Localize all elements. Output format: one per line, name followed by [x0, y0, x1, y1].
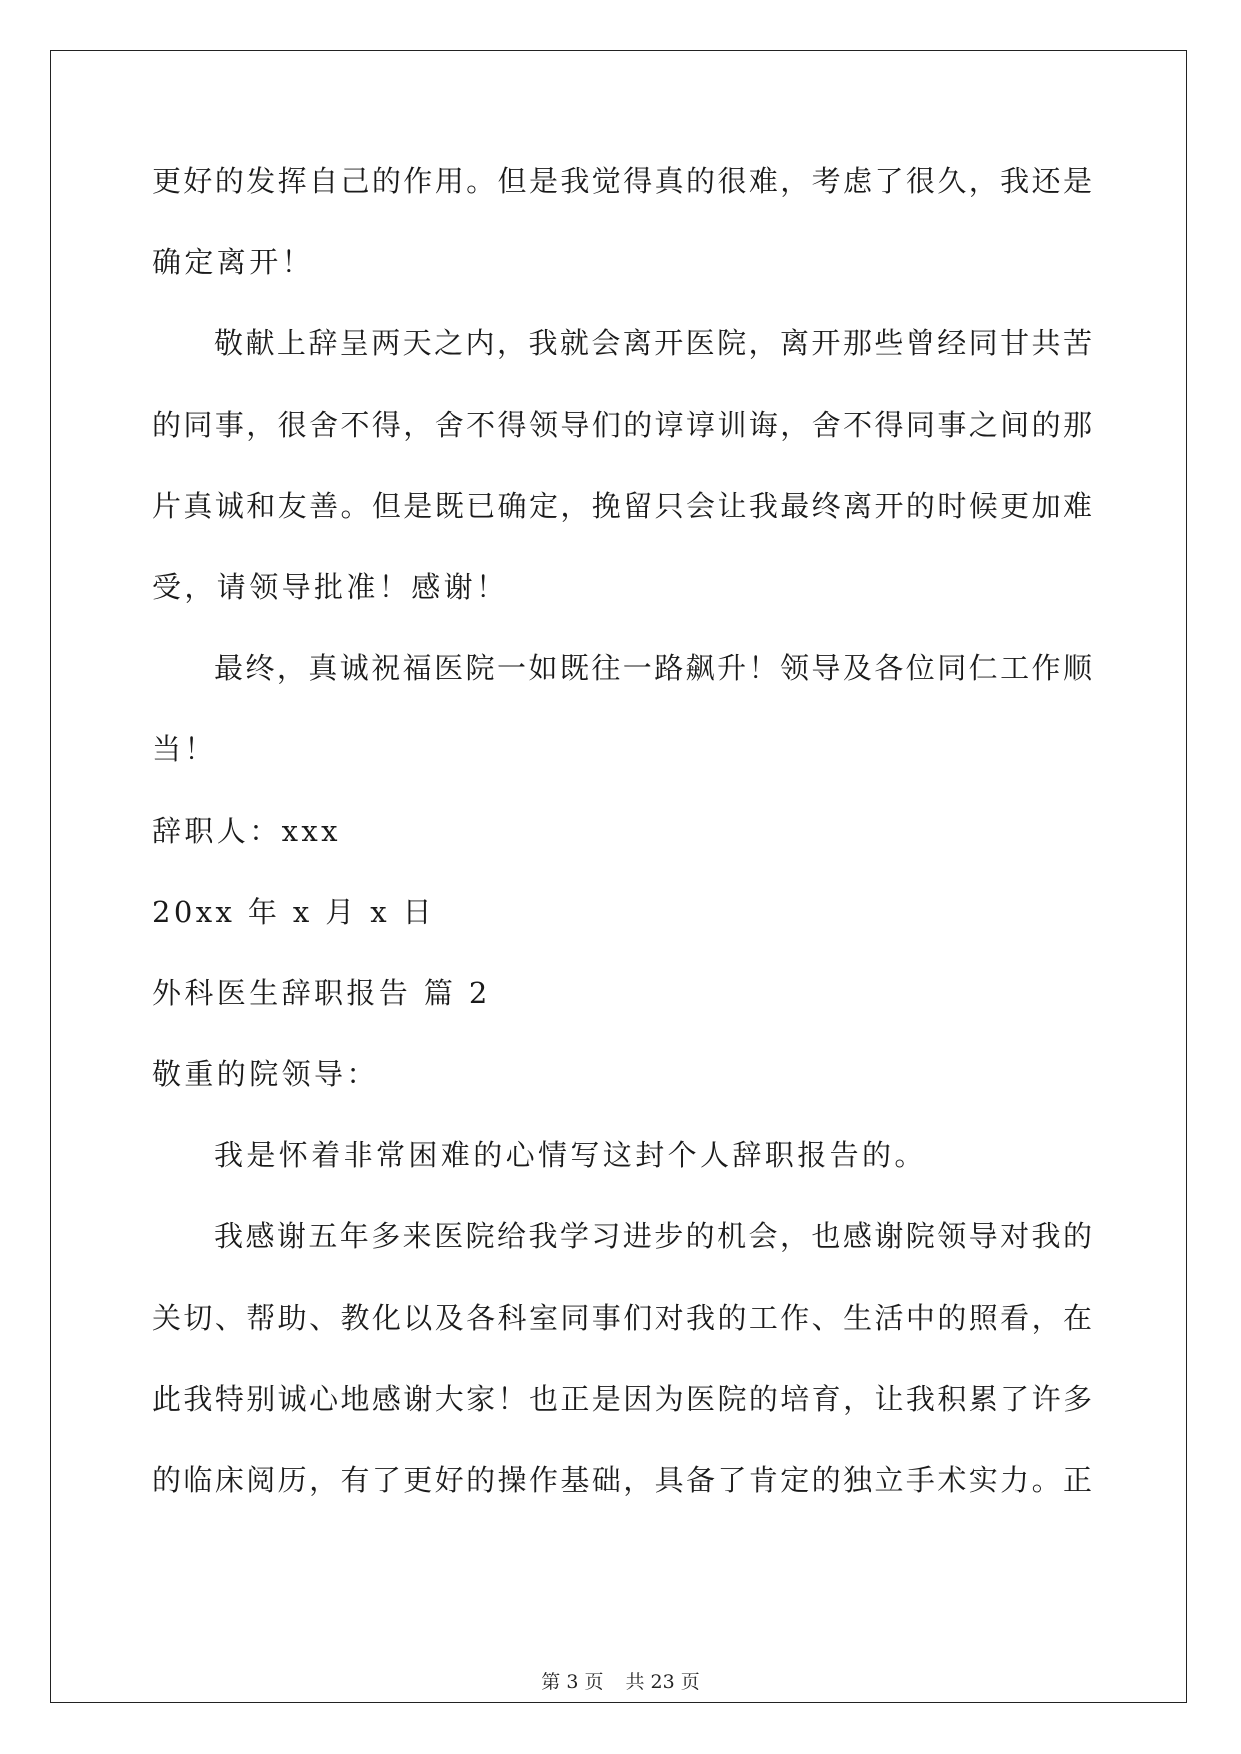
section-heading: 外科医生辞职报告 篇 2 — [152, 975, 491, 1010]
paragraph-line: 更好的发挥自己的作用。但是我觉得真的很难，考虑了很久，我还是 — [152, 164, 1092, 198]
paragraph-line: 我感谢五年多来医院给我学习进步的机会，也感谢院领导对我的 — [214, 1219, 1092, 1254]
paragraph-line: 敬献上辞呈两天之内，我就会离开医院，离开那些曾经同甘共苦 — [214, 326, 1092, 361]
paragraph-line: 片真诚和友善。但是既已确定，挽留只会让我最终离开的时候更加难 — [152, 488, 1092, 523]
date-line: 20xx 年 x 月 x 日 — [152, 894, 436, 929]
page-footer — [0, 1667, 1241, 1694]
paragraph-line: 此我特别诚心地感谢大家！也正是因为医院的培育，让我积累了许多 — [152, 1381, 1092, 1416]
paragraph-line: 的同事，很舍不得，舍不得领导们的谆谆训诲，舍不得同事之间的那 — [152, 407, 1092, 442]
paragraph-line: 受，请领导批准！感谢！ — [152, 569, 509, 604]
paragraph-line: 确定离开！ — [152, 245, 315, 280]
paragraph-line: 最终，真诚祝福医院一如既往一路飙升！领导及各位同仁工作顺 — [214, 651, 1092, 686]
page-number: 第 3 页 — [541, 1671, 604, 1693]
paragraph-line: 我是怀着非常困难的心情写这封个人辞职报告的。 — [214, 1138, 927, 1173]
paragraph-line: 当！ — [152, 732, 217, 767]
salutation: 敬重的院领导： — [152, 1057, 379, 1092]
paragraph-line: 的临床阅历，有了更好的操作基础，具备了肯定的独立手术实力。正 — [152, 1463, 1092, 1497]
document-body — [152, 157, 1092, 1537]
paragraph-line: 关切、帮助、教化以及各科室同事们对我的工作、生活中的照看，在 — [152, 1300, 1092, 1335]
signature-line: 辞职人：xxx — [152, 813, 341, 848]
page-total: 共 23 页 — [625, 1671, 700, 1693]
